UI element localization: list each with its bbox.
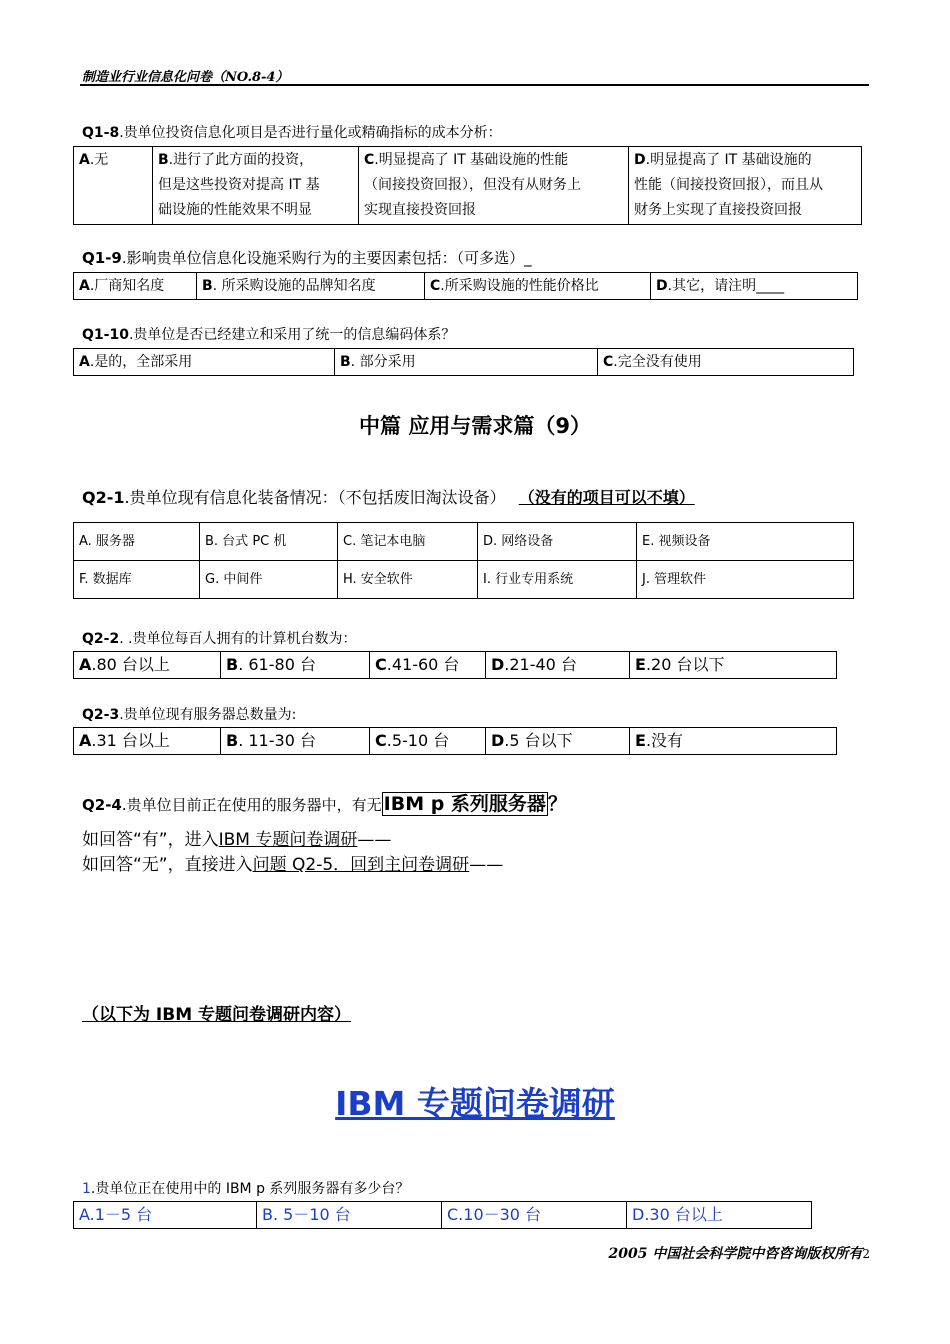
question-q2-4 xyxy=(82,793,567,816)
question-q2-3 xyxy=(82,706,296,724)
option-c[interactable]: C.完全没有使用 xyxy=(598,349,854,376)
header-rule xyxy=(80,84,869,86)
question-number: Q2-3 xyxy=(82,707,120,723)
option-d[interactable]: D.30 台以上 xyxy=(627,1202,812,1229)
equipment-item[interactable]: C. 笔记本电脑 xyxy=(338,523,478,561)
option-d[interactable]: D.5 台以下 xyxy=(486,728,630,755)
option-a[interactable]: A.厂商知名度 xyxy=(74,273,197,300)
page-header: 制造业行业信息化问卷（NO.8-4） xyxy=(82,70,289,85)
option-b[interactable]: B. 5－10 台 xyxy=(257,1202,442,1229)
question-text: .贵单位现有信息化装备情况：（不包括废旧淘汰设备） xyxy=(124,488,506,507)
q2-3-options-table xyxy=(73,727,837,755)
question-text: . .贵单位每百人拥有的计算机台数为： xyxy=(119,631,357,647)
option-a[interactable]: A.无 xyxy=(74,147,153,225)
option-b[interactable]: B. 61-80 台 xyxy=(221,652,370,679)
option-d[interactable]: D.明显提高了 IT 基础设施的 性能（间接投资回报），而且从 财务上实现了直接投资回报 xyxy=(629,147,862,225)
ibm-q1-options-table xyxy=(73,1201,812,1229)
ibm-section-note: （以下为 IBM 专题问卷调研内容） xyxy=(82,1005,352,1025)
question-number: Q2-2 xyxy=(82,631,120,647)
question-q1-10 xyxy=(82,326,455,344)
question-number: Q1-10 xyxy=(82,327,129,343)
equipment-item[interactable]: A. 服务器 xyxy=(74,523,200,561)
equipment-item[interactable]: E. 视频设备 xyxy=(637,523,854,561)
q2-2-options-table xyxy=(73,651,837,679)
option-c[interactable]: C.41-60 台 xyxy=(370,652,486,679)
option-b[interactable]: B. 部分采用 xyxy=(335,349,598,376)
question-number: Q2-1 xyxy=(82,488,125,507)
ibm-survey-title[interactable]: IBM 专题问卷调研 xyxy=(335,1084,615,1123)
option-c[interactable]: C.所采购设施的性能价格比 xyxy=(425,273,651,300)
question-number: Q2-4 xyxy=(82,796,122,814)
q1-9-options-table xyxy=(73,272,858,300)
question-text: .贵单位投资信息化项目是否进行量化或精确指标的成本分析： xyxy=(119,125,502,141)
question-number: Q1-9 xyxy=(82,249,122,267)
option-a[interactable]: A.80 台以上 xyxy=(74,652,221,679)
option-c[interactable]: C.5-10 台 xyxy=(370,728,486,755)
copyright-text: 2005 中国社会科学院中咨咨询版权所有 xyxy=(608,1246,863,1262)
option-d[interactable]: D.其它，请注明____ xyxy=(651,273,858,300)
question-number: 1 xyxy=(82,1181,91,1197)
question-q2-2 xyxy=(82,630,357,648)
q2-1-equipment-table xyxy=(73,522,854,599)
question-text: .贵单位是否已经建立和采用了统一的信息编码体系？ xyxy=(128,327,456,343)
question-q1-8 xyxy=(82,124,502,142)
answer-yes-line: 如回答“有”，进入IBM 专题问卷调研—— xyxy=(82,830,392,850)
option-e[interactable]: E.20 台以下 xyxy=(630,652,837,679)
equipment-item[interactable]: J. 管理软件 xyxy=(637,561,854,599)
ibm-p-series-box: IBM p 系列服务器 xyxy=(383,793,546,815)
section-title: 中篇 应用与需求篇（9） xyxy=(359,414,591,438)
question-note: （没有的项目可以不填） xyxy=(518,488,695,507)
question-number: Q1-8 xyxy=(82,125,120,141)
question-mark: ？ xyxy=(547,793,567,815)
equipment-item[interactable]: D. 网络设备 xyxy=(478,523,637,561)
question-text: .影响贵单位信息化设施采购行为的主要因素包括：（可多选）_ xyxy=(121,249,532,267)
option-d[interactable]: D.21-40 台 xyxy=(486,652,630,679)
answer-no-line: 如回答“无”，直接进入问题 Q2-5．回到主问卷调研—— xyxy=(82,855,504,875)
option-a[interactable]: A.31 台以上 xyxy=(74,728,221,755)
equipment-item[interactable]: G. 中间件 xyxy=(200,561,338,599)
equipment-item[interactable]: B. 台式 PC 机 xyxy=(200,523,338,561)
equipment-item[interactable]: H. 安全软件 xyxy=(338,561,478,599)
page-footer xyxy=(609,1243,870,1263)
option-a[interactable]: A.是的，全部采用 xyxy=(74,349,335,376)
option-b[interactable]: B. 所采购设施的品牌知名度 xyxy=(197,273,425,300)
question-text: .贵单位现有服务器总数量为: xyxy=(119,707,297,723)
option-e[interactable]: E.没有 xyxy=(630,728,837,755)
equipment-item[interactable]: I. 行业专用系统 xyxy=(478,561,637,599)
option-a[interactable]: A.1－5 台 xyxy=(74,1202,257,1229)
q1-8-options-table xyxy=(73,146,862,225)
ibm-survey-link[interactable]: IBM 专题问卷调研 xyxy=(218,830,358,850)
option-c[interactable]: C.10－30 台 xyxy=(442,1202,627,1229)
question-text: .贵单位正在使用中的 IBM p 系列服务器有多少台？ xyxy=(90,1181,410,1197)
page-number: 2 xyxy=(862,1247,870,1261)
question-text: .贵单位目前正在使用的服务器中，有无 xyxy=(121,796,382,814)
ibm-question-1 xyxy=(82,1180,409,1198)
return-main-survey-link[interactable]: 问题 Q2-5．回到主问卷调研 xyxy=(252,855,470,875)
option-b[interactable]: B. 11-30 台 xyxy=(221,728,370,755)
option-b[interactable]: B.进行了此方面的投资， 但是这些投资对提高 IT 基 础设施的性能效果不明显 xyxy=(153,147,359,225)
q1-10-options-table xyxy=(73,348,854,376)
option-c[interactable]: C.明显提高了 IT 基础设施的性能 （间接投资回报），但没有从财务上 实现直接投资回报 xyxy=(359,147,629,225)
equipment-item[interactable]: F. 数据库 xyxy=(74,561,200,599)
question-q2-1 xyxy=(82,489,695,507)
question-q1-9 xyxy=(82,249,532,267)
